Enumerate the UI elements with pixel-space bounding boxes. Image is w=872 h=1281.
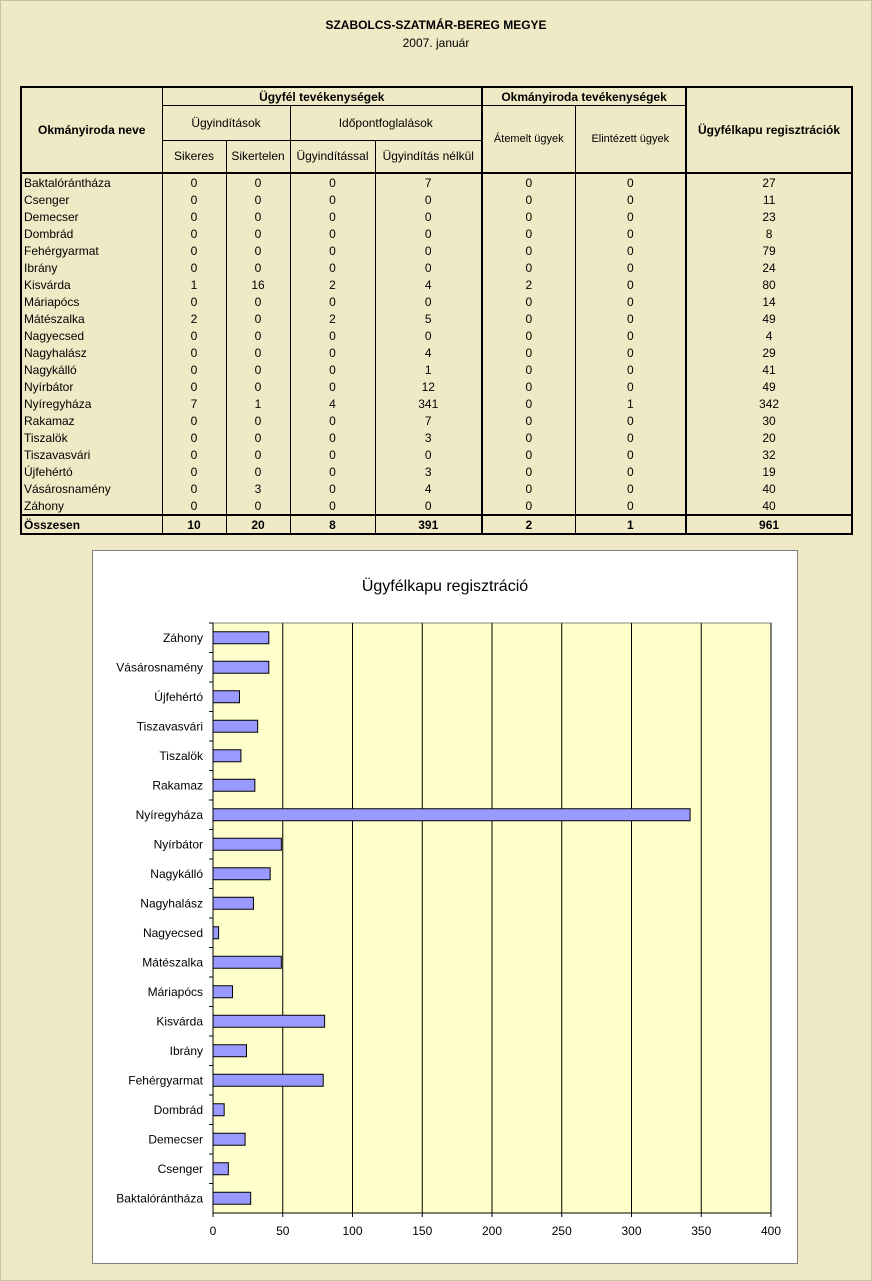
cell-with-initiation: 0 bbox=[290, 327, 375, 344]
cell-completed: 0 bbox=[575, 446, 686, 463]
cell-registrations: 49 bbox=[686, 310, 852, 327]
cell-registrations: 4 bbox=[686, 327, 852, 344]
cell-without-initiation: 12 bbox=[375, 378, 482, 395]
chart-svg bbox=[93, 551, 797, 1263]
cell-completed: 0 bbox=[575, 378, 686, 395]
cell-registrations: 342 bbox=[686, 395, 852, 412]
bar bbox=[213, 1163, 228, 1175]
total-row bbox=[21, 515, 852, 534]
cell-office-name: Nagykálló bbox=[21, 361, 162, 378]
cell-fail: 0 bbox=[226, 412, 290, 429]
cell-success: 0 bbox=[162, 259, 226, 276]
x-tick-label: 350 bbox=[691, 1224, 712, 1238]
cell-without-initiation: 7 bbox=[375, 412, 482, 429]
cell-transferred: 0 bbox=[482, 225, 575, 242]
cell-with-initiation: 0 bbox=[290, 361, 375, 378]
table-row bbox=[21, 378, 852, 395]
header-office-name: Okmányiroda neve bbox=[21, 87, 162, 173]
cell-registrations: 23 bbox=[686, 208, 852, 225]
total-transferred: 2 bbox=[482, 515, 575, 534]
cell-without-initiation: 4 bbox=[375, 480, 482, 497]
table-row bbox=[21, 480, 852, 497]
bar bbox=[213, 661, 269, 673]
cell-registrations: 40 bbox=[686, 480, 852, 497]
cell-with-initiation: 0 bbox=[290, 344, 375, 361]
cell-without-initiation: 1 bbox=[375, 361, 482, 378]
cell-without-initiation: 4 bbox=[375, 276, 482, 293]
total-success: 10 bbox=[162, 515, 226, 534]
cell-office-name: Dombrád bbox=[21, 225, 162, 242]
table-row bbox=[21, 276, 852, 293]
cell-fail: 0 bbox=[226, 497, 290, 515]
bar bbox=[213, 956, 281, 968]
bar bbox=[213, 809, 690, 821]
cell-fail: 0 bbox=[226, 446, 290, 463]
cell-with-initiation: 0 bbox=[290, 191, 375, 208]
cell-without-initiation: 0 bbox=[375, 327, 482, 344]
cell-registrations: 24 bbox=[686, 259, 852, 276]
table-row bbox=[21, 463, 852, 480]
category-label: Ibrány bbox=[169, 1043, 203, 1058]
cell-with-initiation: 0 bbox=[290, 293, 375, 310]
cell-without-initiation: 7 bbox=[375, 173, 482, 191]
cell-registrations: 27 bbox=[686, 173, 852, 191]
table-row bbox=[21, 259, 852, 276]
cell-fail: 0 bbox=[226, 259, 290, 276]
header-client-activities: Ügyfél tevékenységek bbox=[162, 87, 482, 106]
cell-registrations: 8 bbox=[686, 225, 852, 242]
bar bbox=[213, 779, 255, 791]
table-row bbox=[21, 446, 852, 463]
cell-transferred: 0 bbox=[482, 412, 575, 429]
cell-fail: 3 bbox=[226, 480, 290, 497]
table-row bbox=[21, 412, 852, 429]
cell-without-initiation: 0 bbox=[375, 446, 482, 463]
bar bbox=[213, 750, 241, 762]
cell-completed: 0 bbox=[575, 173, 686, 191]
cell-without-initiation: 0 bbox=[375, 293, 482, 310]
cell-success: 0 bbox=[162, 497, 226, 515]
cell-office-name: Tiszalök bbox=[21, 429, 162, 446]
cell-completed: 0 bbox=[575, 412, 686, 429]
cell-registrations: 40 bbox=[686, 497, 852, 515]
cell-completed: 0 bbox=[575, 293, 686, 310]
total-completed: 1 bbox=[575, 515, 686, 534]
cell-fail: 0 bbox=[226, 242, 290, 259]
cell-with-initiation: 0 bbox=[290, 446, 375, 463]
cell-without-initiation: 0 bbox=[375, 191, 482, 208]
bar bbox=[213, 720, 258, 732]
cell-with-initiation: 0 bbox=[290, 242, 375, 259]
cell-success: 0 bbox=[162, 378, 226, 395]
cell-transferred: 2 bbox=[482, 276, 575, 293]
cell-registrations: 32 bbox=[686, 446, 852, 463]
cell-fail: 0 bbox=[226, 327, 290, 344]
category-label: Tiszavasvári bbox=[136, 719, 203, 734]
bar bbox=[213, 838, 281, 850]
cell-without-initiation: 0 bbox=[375, 259, 482, 276]
cell-with-initiation: 2 bbox=[290, 310, 375, 327]
cell-completed: 0 bbox=[575, 429, 686, 446]
x-tick-label: 50 bbox=[276, 1224, 290, 1238]
cell-with-initiation: 0 bbox=[290, 208, 375, 225]
category-label: Vásárosnamény bbox=[116, 660, 203, 675]
category-label: Nagykálló bbox=[150, 866, 203, 881]
bar bbox=[213, 897, 253, 909]
cell-without-initiation: 0 bbox=[375, 242, 482, 259]
category-label: Nagyhalász bbox=[140, 896, 203, 911]
category-label: Dombrád bbox=[153, 1102, 203, 1117]
header-initiations: Ügyindítások bbox=[162, 106, 290, 141]
category-label: Fehérgyarmat bbox=[128, 1073, 203, 1088]
cell-without-initiation: 5 bbox=[375, 310, 482, 327]
table-row bbox=[21, 327, 852, 344]
cell-fail: 0 bbox=[226, 463, 290, 480]
x-tick-label: 300 bbox=[621, 1224, 642, 1238]
category-label: Mátészalka bbox=[142, 955, 203, 970]
cell-office-name: Demecser bbox=[21, 208, 162, 225]
x-tick-label: 400 bbox=[760, 1224, 782, 1238]
registration-chart bbox=[92, 550, 798, 1264]
table-row bbox=[21, 310, 852, 327]
cell-fail: 0 bbox=[226, 310, 290, 327]
table-row bbox=[21, 242, 852, 259]
cell-without-initiation: 3 bbox=[375, 463, 482, 480]
total-registrations: 961 bbox=[686, 515, 852, 534]
category-label: Tiszalök bbox=[159, 748, 203, 763]
total-with-initiation: 8 bbox=[290, 515, 375, 534]
cell-fail: 0 bbox=[226, 344, 290, 361]
bar bbox=[213, 1104, 224, 1116]
cell-completed: 0 bbox=[575, 276, 686, 293]
cell-registrations: 41 bbox=[686, 361, 852, 378]
bar bbox=[213, 632, 269, 644]
bar bbox=[213, 1045, 246, 1057]
header-appointments: Időpontfoglalások bbox=[290, 106, 482, 141]
cell-transferred: 0 bbox=[482, 497, 575, 515]
cell-office-name: Vásárosnamény bbox=[21, 480, 162, 497]
cell-with-initiation: 0 bbox=[290, 412, 375, 429]
cell-without-initiation: 0 bbox=[375, 208, 482, 225]
report-subtitle: 2007. január bbox=[402, 36, 470, 50]
header-with-initiation: Ügyindítással bbox=[290, 140, 375, 173]
cell-with-initiation: 0 bbox=[290, 378, 375, 395]
cell-with-initiation: 0 bbox=[290, 259, 375, 276]
cell-success: 0 bbox=[162, 173, 226, 191]
x-tick-label: 100 bbox=[342, 1224, 363, 1238]
cell-transferred: 0 bbox=[482, 242, 575, 259]
report-title: SZABOLCS-SZATMÁR-BEREG MEGYE bbox=[325, 18, 547, 32]
cell-fail: 0 bbox=[226, 225, 290, 242]
cell-completed: 0 bbox=[575, 327, 686, 344]
chart-title: Ügyfélkapu regisztráció bbox=[361, 578, 529, 595]
cell-success: 0 bbox=[162, 242, 226, 259]
cell-success: 0 bbox=[162, 361, 226, 378]
cell-transferred: 0 bbox=[482, 327, 575, 344]
cell-transferred: 0 bbox=[482, 310, 575, 327]
cell-without-initiation: 341 bbox=[375, 395, 482, 412]
cell-success: 0 bbox=[162, 463, 226, 480]
bar bbox=[213, 1133, 245, 1145]
cell-with-initiation: 0 bbox=[290, 480, 375, 497]
cell-transferred: 0 bbox=[482, 208, 575, 225]
cell-registrations: 19 bbox=[686, 463, 852, 480]
cell-with-initiation: 0 bbox=[290, 463, 375, 480]
cell-office-name: Nyírbátor bbox=[21, 378, 162, 395]
table-row bbox=[21, 191, 852, 208]
cell-transferred: 0 bbox=[482, 480, 575, 497]
cell-registrations: 20 bbox=[686, 429, 852, 446]
bar bbox=[213, 1074, 323, 1086]
x-tick-label: 200 bbox=[481, 1224, 503, 1238]
category-label: Kisvárda bbox=[156, 1014, 203, 1029]
cell-success: 2 bbox=[162, 310, 226, 327]
cell-with-initiation: 4 bbox=[290, 395, 375, 412]
cell-completed: 0 bbox=[575, 259, 686, 276]
header-office-activities: Okmányiroda tevékenységek bbox=[482, 87, 686, 106]
table-row bbox=[21, 208, 852, 225]
bar bbox=[213, 691, 240, 703]
cell-completed: 0 bbox=[575, 497, 686, 515]
category-label: Újfehértó bbox=[154, 689, 203, 704]
cell-with-initiation: 0 bbox=[290, 429, 375, 446]
cell-without-initiation: 3 bbox=[375, 429, 482, 446]
cell-success: 1 bbox=[162, 276, 226, 293]
cell-fail: 0 bbox=[226, 293, 290, 310]
cell-transferred: 0 bbox=[482, 191, 575, 208]
cell-completed: 0 bbox=[575, 463, 686, 480]
cell-without-initiation: 0 bbox=[375, 497, 482, 515]
total-fail: 20 bbox=[226, 515, 290, 534]
cell-office-name: Nagyecsed bbox=[21, 327, 162, 344]
bar bbox=[213, 1015, 325, 1027]
total-without-initiation: 391 bbox=[375, 515, 482, 534]
cell-transferred: 0 bbox=[482, 378, 575, 395]
cell-transferred: 0 bbox=[482, 429, 575, 446]
cell-success: 0 bbox=[162, 191, 226, 208]
cell-registrations: 11 bbox=[686, 191, 852, 208]
cell-fail: 0 bbox=[226, 191, 290, 208]
bar bbox=[213, 927, 219, 939]
cell-office-name: Mátészalka bbox=[21, 310, 162, 327]
table-row bbox=[21, 225, 852, 242]
cell-success: 0 bbox=[162, 225, 226, 242]
cell-completed: 0 bbox=[575, 361, 686, 378]
cell-fail: 1 bbox=[226, 395, 290, 412]
header-success: Sikeres bbox=[162, 140, 226, 173]
cell-success: 0 bbox=[162, 327, 226, 344]
cell-registrations: 30 bbox=[686, 412, 852, 429]
table-row bbox=[21, 395, 852, 412]
cell-transferred: 0 bbox=[482, 344, 575, 361]
category-label: Demecser bbox=[148, 1132, 203, 1147]
cell-success: 0 bbox=[162, 446, 226, 463]
cell-office-name: Kisvárda bbox=[21, 276, 162, 293]
cell-office-name: Máriapócs bbox=[21, 293, 162, 310]
cell-fail: 0 bbox=[226, 429, 290, 446]
cell-transferred: 0 bbox=[482, 361, 575, 378]
total-office-name: Összesen bbox=[21, 515, 162, 534]
category-label: Máriapócs bbox=[147, 984, 203, 999]
x-tick-label: 150 bbox=[412, 1224, 433, 1238]
cell-registrations: 29 bbox=[686, 344, 852, 361]
cell-registrations: 14 bbox=[686, 293, 852, 310]
cell-office-name: Nagyhalász bbox=[21, 344, 162, 361]
cell-success: 7 bbox=[162, 395, 226, 412]
table-row bbox=[21, 344, 852, 361]
cell-office-name: Nyíregyháza bbox=[21, 395, 162, 412]
cell-completed: 1 bbox=[575, 395, 686, 412]
category-label: Nagyecsed bbox=[142, 925, 203, 940]
cell-completed: 0 bbox=[575, 225, 686, 242]
bar bbox=[213, 1192, 251, 1204]
cell-office-name: Baktalórántháza bbox=[21, 173, 162, 191]
cell-transferred: 0 bbox=[482, 463, 575, 480]
header-transferred: Átemelt ügyek bbox=[482, 106, 575, 174]
cell-without-initiation: 4 bbox=[375, 344, 482, 361]
registration-table bbox=[20, 86, 853, 535]
cell-success: 0 bbox=[162, 208, 226, 225]
cell-completed: 0 bbox=[575, 242, 686, 259]
cell-registrations: 49 bbox=[686, 378, 852, 395]
cell-transferred: 0 bbox=[482, 173, 575, 191]
cell-fail: 16 bbox=[226, 276, 290, 293]
cell-registrations: 79 bbox=[686, 242, 852, 259]
cell-office-name: Fehérgyarmat bbox=[21, 242, 162, 259]
cell-office-name: Ibrány bbox=[21, 259, 162, 276]
cell-completed: 0 bbox=[575, 344, 686, 361]
table-row bbox=[21, 293, 852, 310]
cell-success: 0 bbox=[162, 429, 226, 446]
table-row bbox=[21, 497, 852, 515]
x-tick-label: 250 bbox=[551, 1224, 572, 1238]
cell-success: 0 bbox=[162, 293, 226, 310]
cell-with-initiation: 0 bbox=[290, 173, 375, 191]
category-label: Csenger bbox=[157, 1161, 203, 1176]
cell-fail: 0 bbox=[226, 173, 290, 191]
cell-transferred: 0 bbox=[482, 446, 575, 463]
cell-fail: 0 bbox=[226, 208, 290, 225]
cell-transferred: 0 bbox=[482, 395, 575, 412]
bar bbox=[213, 986, 233, 998]
cell-transferred: 0 bbox=[482, 259, 575, 276]
cell-with-initiation: 2 bbox=[290, 276, 375, 293]
cell-completed: 0 bbox=[575, 310, 686, 327]
cell-success: 0 bbox=[162, 480, 226, 497]
cell-success: 0 bbox=[162, 344, 226, 361]
cell-office-name: Tiszavasvári bbox=[21, 446, 162, 463]
cell-completed: 0 bbox=[575, 480, 686, 497]
category-label: Nyírbátor bbox=[153, 837, 203, 852]
bar bbox=[213, 868, 270, 880]
table-row bbox=[21, 429, 852, 446]
category-label: Nyíregyháza bbox=[135, 807, 203, 822]
cell-without-initiation: 0 bbox=[375, 225, 482, 242]
header-without-initiation: Ügyindítás nélkül bbox=[375, 140, 482, 173]
table-row bbox=[21, 361, 852, 378]
header-fail: Sikertelen bbox=[226, 140, 290, 173]
cell-with-initiation: 0 bbox=[290, 497, 375, 515]
cell-fail: 0 bbox=[226, 378, 290, 395]
category-label: Rakamaz bbox=[152, 778, 203, 793]
table-row bbox=[21, 173, 852, 191]
cell-transferred: 0 bbox=[482, 293, 575, 310]
category-label: Baktalórántháza bbox=[116, 1191, 203, 1206]
x-tick-label: 0 bbox=[209, 1224, 217, 1238]
category-label: Záhony bbox=[162, 630, 203, 645]
cell-fail: 0 bbox=[226, 361, 290, 378]
cell-office-name: Záhony bbox=[21, 497, 162, 515]
cell-success: 0 bbox=[162, 412, 226, 429]
cell-with-initiation: 0 bbox=[290, 225, 375, 242]
cell-office-name: Újfehértó bbox=[21, 463, 162, 480]
cell-office-name: Rakamaz bbox=[21, 412, 162, 429]
cell-office-name: Csenger bbox=[21, 191, 162, 208]
header-completed: Elintézett ügyek bbox=[575, 106, 686, 174]
cell-registrations: 80 bbox=[686, 276, 852, 293]
cell-completed: 0 bbox=[575, 191, 686, 208]
header-registrations: Ügyfélkapu regisztrációk bbox=[686, 87, 852, 173]
cell-completed: 0 bbox=[575, 208, 686, 225]
